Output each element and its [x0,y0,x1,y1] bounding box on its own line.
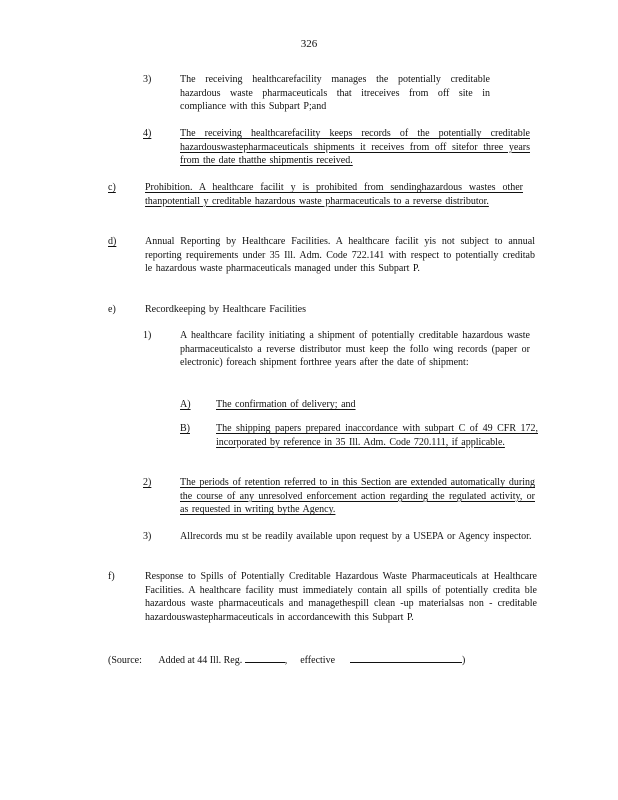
item-label: 1) [143,330,152,341]
item-text: Allrecords mu st be readily available upon request by a USEPA or Agency inspector. [180,531,532,542]
item-label: 3) [143,74,152,85]
register-blank [245,653,285,663]
item-label: 4) [143,128,152,139]
item-text: Response to Spills of Potentially Creditable Hazardous Waste Pharmaceuticals at Healthcare Facilities. A healthcare facility must immediately contain all spills of potentially credita ble hazardous waste pharmaceuticals and managethespill clean -up materialsas non - creditable hazardouswastepharmaceuticals in accordancewith this Subpart P. [145,571,537,623]
item-label: d) [108,236,117,247]
source-effective: effective [300,655,336,666]
item-label: 3) [143,531,152,542]
item-label: B) [180,423,190,434]
source-close: ) [462,655,466,666]
source-added: Added at 44 Ill. Reg. [158,655,243,666]
item-text: The shipping papers prepared inaccordance with subpart C of 49 CFR 172, incorporated by reference in 35 Ill. Adm. Code 720.111, if applicable. [216,423,538,448]
item-label: c) [108,182,116,193]
item-text: The receiving healthcarefacility manages the potentially creditable hazardous waste pharmaceuticals that itreceives from off site in compliance with this Subpart P;and [180,74,490,113]
item-text: The receiving healthcarefacility keeps records of the potentially creditable hazardouswastepharmaceuticals shipments it receives from off sitefor three years from the date thatthe shipmentis received. [180,128,530,167]
item-text: A healthcare facility initiating a shipment of potentially creditable hazardous waste pharmaceuticalsto a reverse distributor must keep the follo wing records (paper or electronic) foreach shipment forthree years after the date of shipment: [180,330,530,369]
item-text: The confirmation of delivery; and [216,399,356,410]
source-prefix: (Source: [108,655,142,666]
item-text: The periods of retention referred to in this Section are extended automatically during the course of any unresolved enforcement action regarding the regulated activity, or as requested in writing bythe Agency. [180,477,535,516]
item-label: e) [108,304,116,315]
source-comma: , [284,655,288,666]
item-label: 2) [143,477,152,488]
item-text: Annual Reporting by Healthcare Facilities. A healthcare facilit yis not subject to annual reporting requirements under 35 Ill. Adm. Code 722.141 with respect to potentially creditab le hazardous waste pharmaceuticals managed under this Subpart P. [145,236,535,275]
effective-date-blank [350,653,462,663]
source-line [108,653,465,668]
item-label: A) [180,399,191,410]
item-text: Prohibition. A healthcare facilit y is prohibited from sendinghazardous wastes other thanpotentiall y creditable hazardous waste pharmaceuticals to a reverse distributor. [145,182,523,207]
item-text: Recordkeeping by Healthcare Facilities [145,304,306,315]
item-label: f) [108,571,115,582]
page-number: 326 [300,38,318,50]
